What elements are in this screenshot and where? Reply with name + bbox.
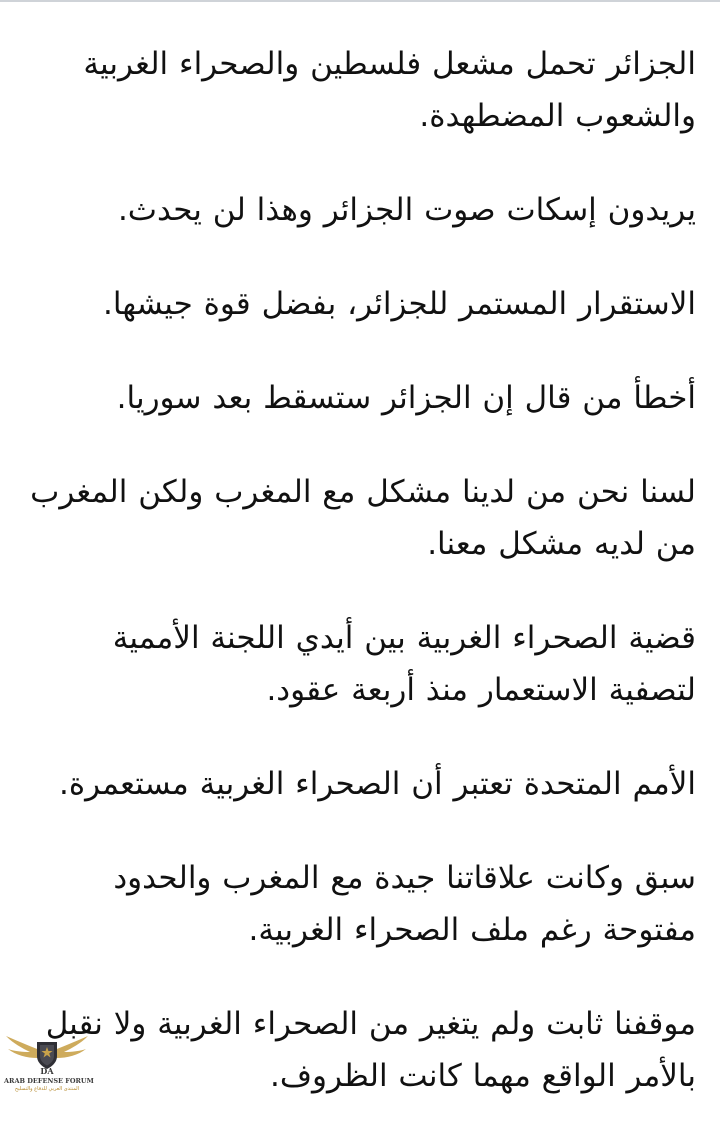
paragraph-3: الاستقرار المستمر للجزائر، بفضل قوة جيشها.	[103, 286, 696, 322]
paragraph-7: الأمم المتحدة تعتبر أن الصحراء الغربية مستعمرة.	[59, 766, 696, 802]
arab-defense-forum-watermark	[4, 1030, 94, 1096]
top-border-line	[0, 0, 720, 2]
paragraph-4: أخطأ من قال إن الجزائر ستسقط بعد سوريا.	[116, 380, 696, 416]
paragraph-9: موقفنا ثابت ولم يتغير من الصحراء الغربية ولا نقبل بالأمر الواقع مهما كانت الظروف.	[45, 1006, 696, 1094]
watermark-name: ARAB DEFENSE FORUM	[4, 1077, 94, 1085]
watermark-logo-letters: DA	[40, 1066, 54, 1076]
article-text	[24, 38, 696, 1144]
paragraph-1: الجزائر تحمل مشعل فلسطين والصحراء الغربية والشعوب المضطهدة.	[83, 46, 696, 134]
paragraph-5: لسنا نحن من لدينا مشكل مع المغرب ولكن المغرب من لديه مشكل معنا.	[30, 474, 696, 562]
paragraph-8: سبق وكانت علاقاتنا جيدة مع المغرب والحدود مفتوحة رغم ملف الصحراء الغربية.	[113, 860, 696, 948]
watermark-subtitle: المنتدى العربي للدفاع والتسليح	[14, 1086, 80, 1092]
paragraph-2: يريدون إسكات صوت الجزائر وهذا لن يحدث.	[117, 192, 696, 228]
paragraph-6: قضية الصحراء الغربية بين أيدي اللجنة الأممية لتصفية الاستعمار منذ أربعة عقود.	[112, 620, 696, 708]
